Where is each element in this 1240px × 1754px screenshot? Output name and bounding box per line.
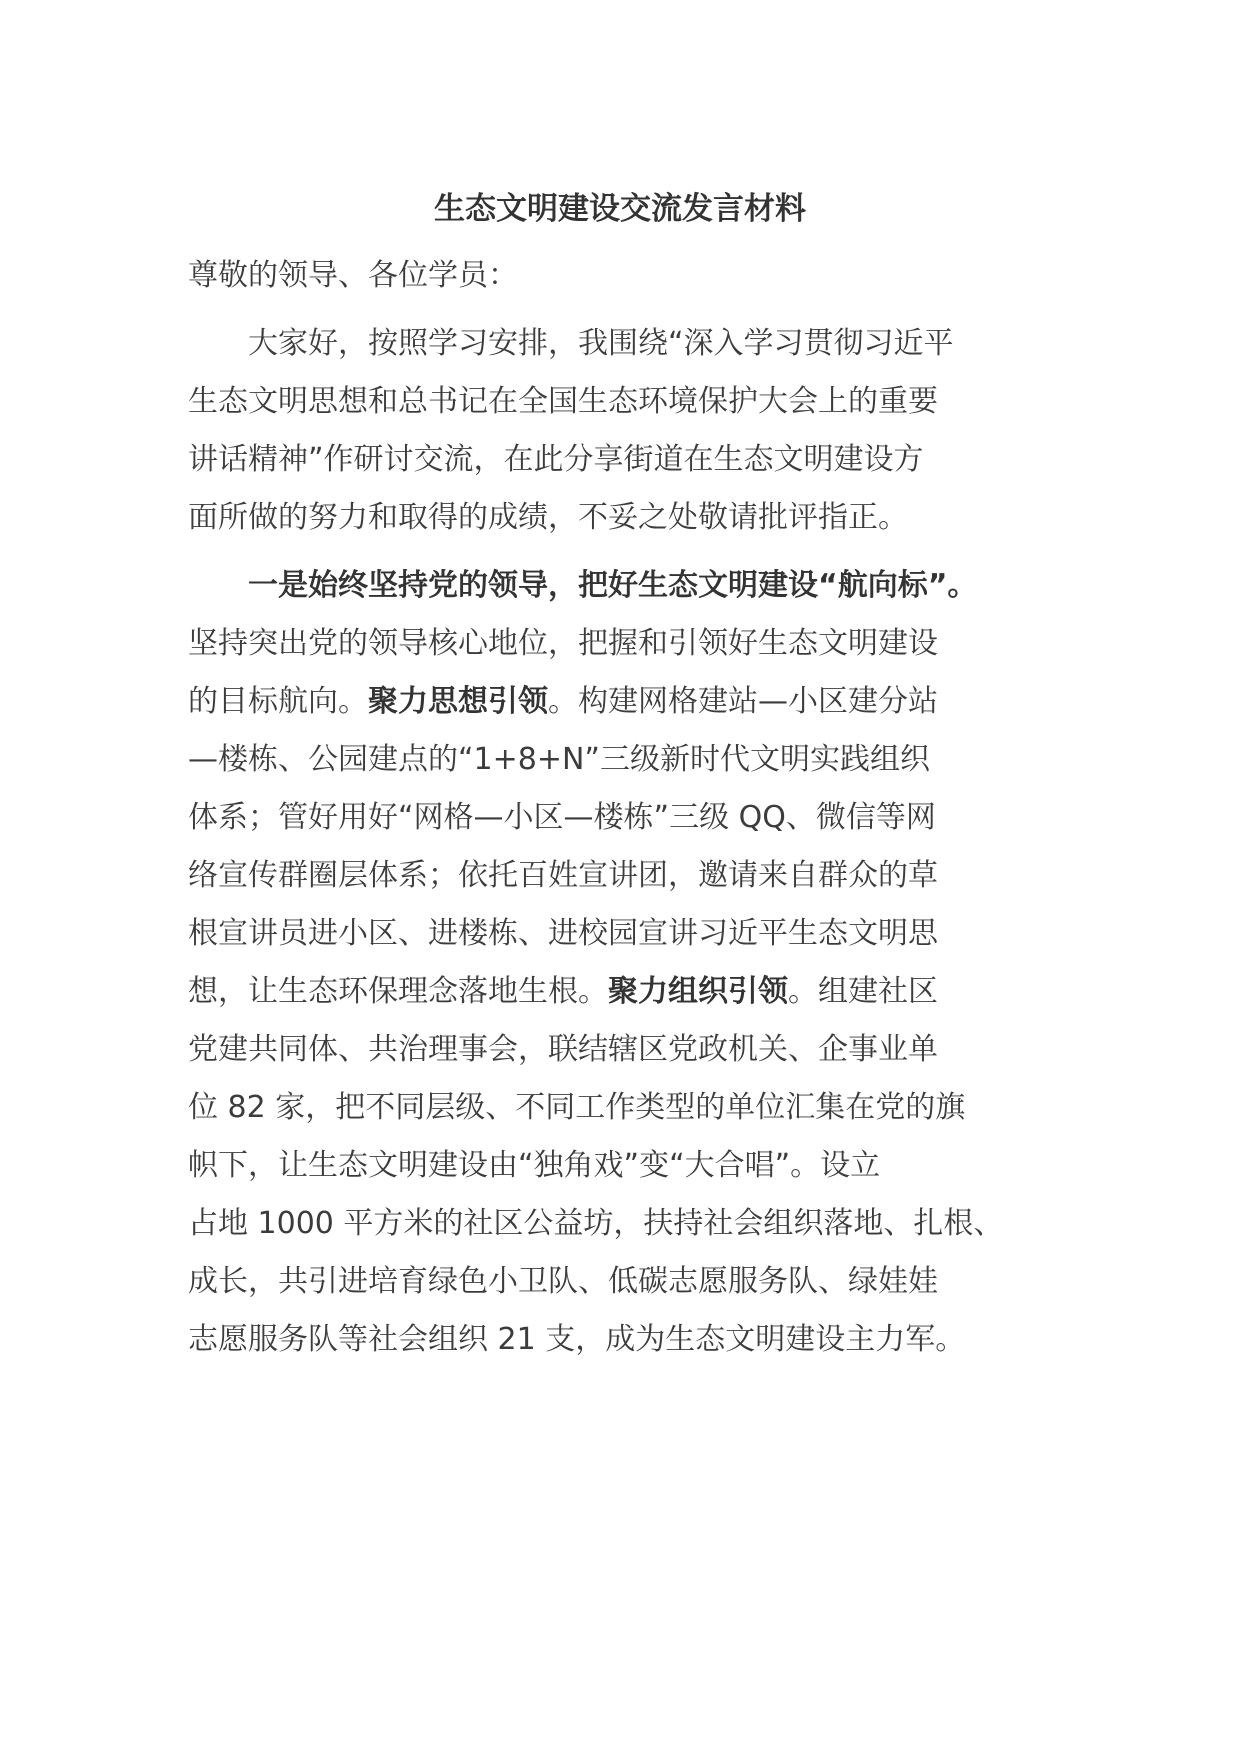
paragraph-line: 络宣传群圈层体系；依托百姓宣讲团，邀请来自群众的草 [188,858,938,893]
salutation: 尊敬的领导、各位学员： [188,258,518,293]
paragraph-line: 位 82 家，把不同层级、不同工作类型的单位汇集在党的旗 [188,1090,966,1125]
paragraph-line: —楼栋、公园建点的“1+8+N”三级新时代文明实践组织 [188,742,930,777]
paragraph-line: 面所做的努力和取得的成绩，不妥之处敬请批评指正。 [188,500,908,535]
text-run: 的目标航向。 [188,684,368,719]
paragraph-line: 讲话精神”作研讨交流，在此分享街道在生态文明建设方 [188,442,924,477]
paragraph-line: 成长，共引进培育绿色小卫队、低碳志愿服务队、绿娃娃 [188,1264,938,1299]
section-heading [248,566,977,606]
paragraph-line [188,682,938,722]
paragraph-line: 党建共同体、共治理事会，联结辖区党政机关、企事业单 [188,1032,938,1067]
text-run: 想，让生态环保理念落地生根。 [188,974,608,1009]
paragraph-line: 帜下，让生态文明建设由“独角戏”变“大合唱”。设立 [188,1148,881,1183]
paragraph-line: 志愿服务队等社会组织 21 支，成为生态文明建设主力军。 [188,1322,966,1357]
paragraph-line: 生态文明思想和总书记在全国生态环境保护大会上的重要 [188,384,938,419]
paragraph-line [188,972,938,1012]
paragraph-line: 大家好，按照学习安排，我围绕“深入学习贯彻习近平 [248,326,954,361]
paragraph-line: 根宣讲员进小区、进楼栋、进校园宣讲习近平生态文明思 [188,916,938,951]
paragraph-line: 坚持突出党的领导核心地位，把握和引领好生态文明建设 [188,626,938,661]
paragraph-line: 占地 1000 平方米的社区公益坊，扶持社会组织落地、扎根、 [188,1206,1004,1241]
document-title: 生态文明建设交流发言材料 [434,191,806,227]
text-run: 。组建社区 [788,974,938,1009]
bold-subheading: 聚力思想引领 [368,684,548,719]
section-heading-text: 一是始终坚持党的领导，把好生态文明建设“航向标”。 [248,568,978,603]
text-run: 。构建网格建站—小区建分站 [548,684,938,719]
paragraph-line: 体系；管好用好“网格—小区—楼栋”三级 QQ、微信等网 [188,800,936,835]
bold-subheading: 聚力组织引领 [608,974,788,1009]
